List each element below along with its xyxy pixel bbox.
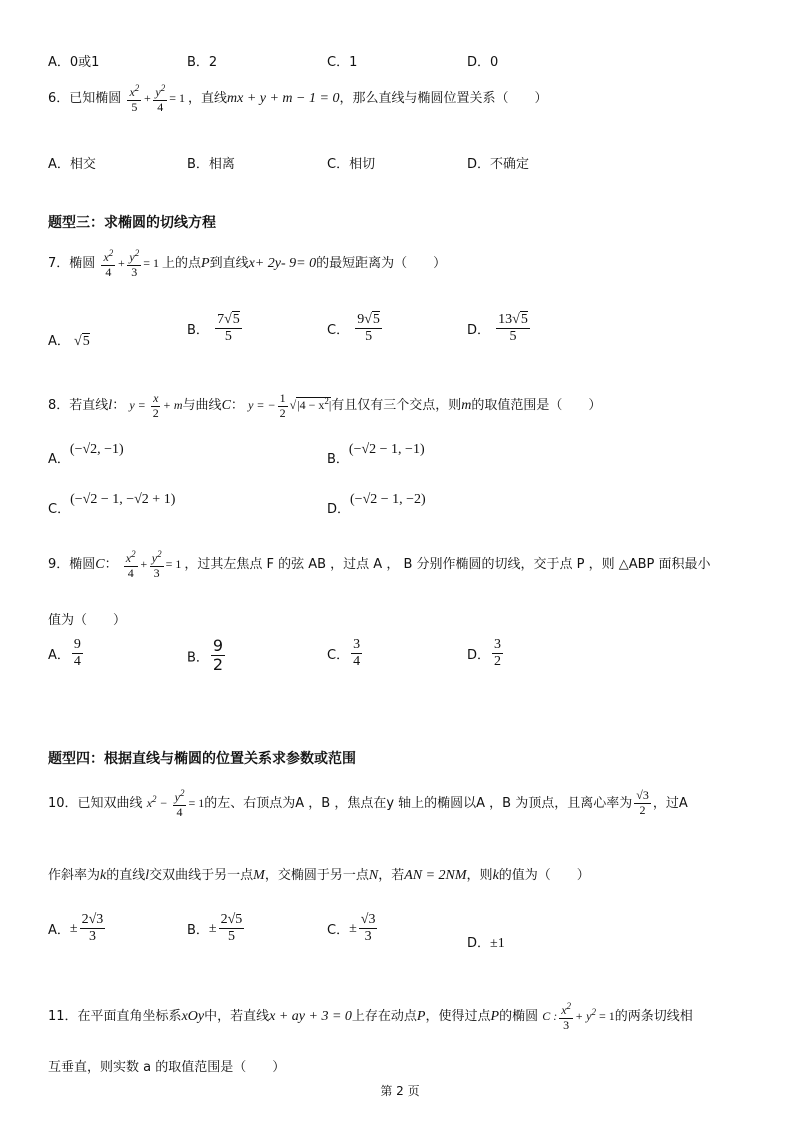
line-equation bbox=[129, 390, 183, 420]
point-p: P bbox=[490, 1009, 500, 1024]
question-text: 交双曲线于另一点 bbox=[149, 868, 254, 883]
point-n: N bbox=[368, 868, 379, 883]
point-p: P bbox=[416, 1009, 426, 1024]
coordinate-system: xOy bbox=[181, 1009, 205, 1024]
q6-option-c bbox=[327, 153, 375, 172]
denominator: 2 bbox=[212, 655, 224, 675]
option-letter: C． bbox=[327, 157, 350, 172]
q10-option-b bbox=[187, 912, 246, 945]
param-m: m bbox=[461, 398, 472, 413]
point-p: P bbox=[201, 256, 210, 271]
question-text: ，过其左焦点 F 的弦 AB ，过点 A ， B 分别作椭圆的切线，交于点 P ，则 △ABP 面积最小 bbox=[184, 557, 711, 572]
q10-option-a bbox=[48, 912, 107, 945]
question-text: ，若 bbox=[378, 868, 405, 883]
denominator: 5 bbox=[365, 329, 373, 345]
question-number: 11． bbox=[48, 1009, 78, 1024]
option-letter: A． bbox=[48, 334, 70, 349]
radicand: 5 bbox=[82, 334, 90, 349]
line-l: l bbox=[145, 868, 150, 883]
point-m: M bbox=[253, 868, 265, 883]
question-11 bbox=[48, 993, 693, 1036]
question-text: 上的点 bbox=[161, 256, 201, 271]
option-text: 0或1 bbox=[69, 55, 100, 70]
question-text: 上存在动点 bbox=[351, 1009, 417, 1024]
option-letter: B． bbox=[187, 923, 209, 939]
radicand: 5 bbox=[520, 312, 528, 327]
option-letter: B． bbox=[187, 55, 209, 70]
option-letter: D． bbox=[467, 648, 491, 664]
ellipse-equation: $\frac{x^2}{4}$ + $\frac{y^2}{3}$ = 1 bbox=[125, 549, 182, 581]
denominator: 3 bbox=[364, 929, 372, 945]
option-letter: D． bbox=[467, 323, 491, 339]
coefficient: 7 bbox=[217, 312, 225, 327]
question-number: 6． bbox=[48, 91, 70, 106]
q9-option-d bbox=[467, 637, 505, 670]
option-letter: D． bbox=[467, 157, 491, 172]
option-letter: A． bbox=[48, 452, 70, 467]
eq-part: 2 bbox=[279, 405, 286, 420]
option-letter: D． bbox=[327, 502, 351, 517]
q7-option-d: D． $\frac{13√5}{5}$ bbox=[467, 312, 528, 345]
q6-option-b bbox=[187, 153, 235, 172]
q9-option-a bbox=[48, 637, 85, 670]
question-text: ，交椭圆于另一点 bbox=[264, 868, 369, 883]
q11-line-2: 互垂直，则实数 a 的取值范围是（ ） bbox=[48, 1060, 286, 1075]
question-text: 椭圆 bbox=[69, 256, 96, 271]
question-text: 的直线 bbox=[106, 868, 146, 883]
option-letter: C． bbox=[327, 323, 350, 339]
eq-part: 2 bbox=[152, 405, 159, 420]
q5-option-c bbox=[327, 51, 357, 70]
hyperbola-equation: $x^2$ − $\frac{y^2}{4}$ = 1 bbox=[146, 788, 205, 820]
option-text: 相离 bbox=[208, 157, 235, 172]
ellipse-equation: C : $\frac{x^2}{3}$ + $y^2 = 1$ bbox=[542, 1001, 615, 1033]
radicand: 5 bbox=[372, 312, 380, 327]
question-number: 9． bbox=[48, 557, 70, 572]
numerator: 3 bbox=[351, 637, 362, 654]
option-text: 0 bbox=[490, 55, 499, 70]
option-letter: D． bbox=[467, 55, 491, 70]
plus-minus: ± bbox=[208, 921, 217, 937]
q9-option-c bbox=[327, 637, 364, 670]
q7-option-a: A． √5 bbox=[48, 334, 90, 349]
eq-part: x bbox=[153, 390, 159, 405]
option-text: 1 bbox=[349, 55, 358, 70]
question-number: 10． bbox=[48, 796, 78, 811]
option-letter: A． bbox=[48, 923, 70, 939]
q7-option-b: B． $\frac{7√5}{5}$ bbox=[187, 312, 240, 345]
denominator: 5 bbox=[224, 329, 232, 345]
question-text: 的椭圆 bbox=[499, 1009, 539, 1024]
plus-minus: ± bbox=[349, 921, 357, 937]
question-8: 8．若直线l： y = $\frac{x}{2}$ + m与曲线C： y = − $\frac{1}{2}$ $√|4 - x^2|$有且仅有三个交点，则m的取值范围是（ ） bbox=[48, 390, 602, 420]
option-letter: C． bbox=[48, 502, 71, 517]
question-text: ，那么直线与椭圆位置关系（ ） bbox=[339, 91, 548, 106]
question-text: ，使得过点 bbox=[425, 1009, 491, 1024]
ellipse-equation: $\frac{x^2}{5}$ + $\frac{y^2}{4}$ = 1 bbox=[129, 83, 185, 115]
question-text: 已知双曲线 bbox=[77, 796, 143, 811]
option-text: 相交 bbox=[69, 157, 96, 172]
option-text: 不确定 bbox=[490, 157, 530, 172]
question-6 bbox=[48, 82, 547, 115]
numerator: 9 bbox=[72, 637, 83, 654]
q9-option-b bbox=[187, 637, 227, 675]
denominator: 5 bbox=[509, 329, 517, 345]
question-text: 有且仅有三个交点，则 bbox=[331, 398, 462, 413]
option-letter: A． bbox=[48, 157, 70, 172]
eq-part: y = − bbox=[248, 398, 276, 412]
eq-part: 1 bbox=[279, 390, 286, 405]
numerator: √3 bbox=[359, 912, 378, 929]
line-equation: x+ 2y- 9= 0 bbox=[248, 256, 317, 271]
option-text: 相切 bbox=[349, 157, 376, 172]
question-text: ，直线 bbox=[187, 91, 227, 106]
eq-part: y = bbox=[129, 398, 149, 412]
q5-option-a bbox=[48, 51, 99, 70]
question-7 bbox=[48, 247, 446, 280]
curve-equation: y = − $\frac{1}{2}$ $√|4 - x^2|$ bbox=[248, 390, 332, 420]
option-text: (−√2, −1) bbox=[69, 442, 124, 457]
option-letter: A． bbox=[48, 55, 70, 70]
line-equation: x + ay + 3 = 0 bbox=[269, 1009, 352, 1024]
denominator: 3 bbox=[88, 929, 96, 945]
line-equation: mx + y + m − 1 = 0 bbox=[227, 91, 340, 106]
q9-line-2: 值为（ ） bbox=[48, 613, 127, 628]
option-letter: A． bbox=[48, 648, 70, 664]
eq-part: |4 − x bbox=[297, 398, 325, 412]
numerator: 9 bbox=[212, 636, 224, 655]
q10-line-2 bbox=[48, 864, 590, 884]
q8-option-c bbox=[48, 488, 176, 517]
question-text: 与曲线 bbox=[182, 398, 222, 413]
q8-option-b bbox=[327, 438, 425, 467]
line-l: l bbox=[108, 398, 113, 413]
option-text: ±1 bbox=[490, 936, 505, 951]
slope-k: k bbox=[100, 868, 107, 883]
q8-option-d bbox=[327, 488, 426, 517]
question-text: 到直线 bbox=[209, 256, 249, 271]
slope-k: k bbox=[492, 868, 499, 883]
curve-c: C bbox=[221, 398, 231, 413]
q7-option-c: C． $\frac{9√5}{5}$ bbox=[327, 312, 380, 345]
eq-part: + m bbox=[162, 398, 183, 412]
option-text: 2 bbox=[208, 55, 218, 70]
numerator: 3 bbox=[492, 637, 503, 654]
page-footer: 第 2 页 bbox=[380, 1084, 420, 1098]
denominator: 4 bbox=[73, 654, 81, 670]
vector-equation: AN = 2NM bbox=[404, 868, 467, 883]
option-letter: B． bbox=[187, 650, 209, 666]
radicand: 5 bbox=[232, 312, 240, 327]
option-letter: C． bbox=[327, 923, 350, 939]
q10-option-d bbox=[467, 932, 505, 952]
question-text: 若直线 bbox=[69, 398, 109, 413]
coefficient: 9 bbox=[357, 312, 365, 327]
section-heading-4: 题型四：根据直线与椭圆的位置关系求参数或范围 bbox=[48, 751, 356, 767]
option-letter: B． bbox=[327, 452, 349, 467]
section-heading-3: 题型三：求椭圆的切线方程 bbox=[48, 215, 216, 231]
q6-option-a bbox=[48, 153, 96, 172]
ellipse-c: C bbox=[95, 557, 105, 572]
option-letter: B． bbox=[187, 323, 209, 339]
option-letter: C． bbox=[327, 55, 350, 70]
option-text: (−√2 − 1, −1) bbox=[348, 442, 425, 457]
q5-option-d bbox=[467, 51, 498, 70]
question-text: ，过A bbox=[652, 796, 688, 811]
question-text: 椭圆 bbox=[69, 557, 96, 572]
q8-option-a bbox=[48, 438, 124, 467]
numerator: 2√5 bbox=[219, 912, 245, 929]
question-9: 9．椭圆C： $\frac{x^2}{4}$ + $\frac{y^2}{3}$ = 1 ，过其左焦点 F 的弦 AB ，过点 A ， B 分别作椭圆的切线，交于点 P ，则 △ABP 面积最小 bbox=[48, 549, 711, 581]
question-number: 7． bbox=[48, 256, 70, 271]
ellipse-equation: $\frac{x^2}{4}$ + $\frac{y^2}{3}$ = 1 bbox=[103, 248, 159, 280]
q6-option-d bbox=[467, 153, 529, 172]
coefficient: 13 bbox=[498, 312, 513, 327]
question-text: 的取值范围是（ ） bbox=[471, 398, 602, 413]
question-text: 的值为（ ） bbox=[498, 868, 590, 883]
question-text: 已知椭圆 bbox=[69, 91, 122, 106]
option-letter: D． bbox=[467, 936, 491, 951]
denominator: 2 bbox=[494, 654, 502, 670]
question-number: 8． bbox=[48, 398, 70, 413]
question-text: 作斜率为 bbox=[48, 868, 101, 883]
plus-minus: ± bbox=[69, 921, 78, 937]
question-text: ，则 bbox=[466, 868, 493, 883]
eccentricity-denominator: 2 bbox=[639, 803, 646, 817]
numerator: 2√3 bbox=[80, 912, 106, 929]
option-text: (−√2 − 1, −2) bbox=[350, 492, 426, 507]
option-letter: C． bbox=[327, 648, 350, 664]
question-text: 的最短距离为（ ） bbox=[316, 256, 447, 271]
question-10 bbox=[48, 780, 688, 823]
question-text: 的左、右顶点为A ，B ，焦点在y 轴上的椭圆以A ，B 为顶点，且离心率为 bbox=[204, 796, 633, 811]
q5-option-b bbox=[187, 51, 217, 70]
question-text: 的两条切线相 bbox=[614, 1009, 693, 1024]
option-text: (−√2 − 1, −√2 + 1) bbox=[70, 492, 176, 507]
denominator: 5 bbox=[227, 929, 235, 945]
question-text: 中，若直线 bbox=[204, 1009, 270, 1024]
eq-part: C : bbox=[542, 1009, 558, 1023]
question-text: 在平面直角坐标系 bbox=[77, 1009, 182, 1024]
eccentricity-numerator: √3 bbox=[636, 788, 649, 803]
option-letter: B． bbox=[187, 157, 209, 172]
denominator: 4 bbox=[353, 654, 361, 670]
q10-option-c bbox=[327, 912, 379, 945]
